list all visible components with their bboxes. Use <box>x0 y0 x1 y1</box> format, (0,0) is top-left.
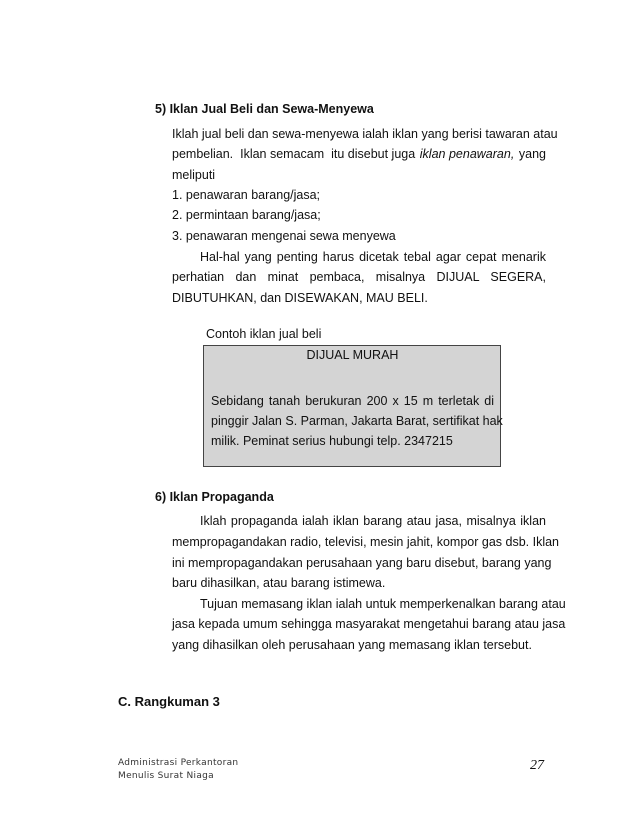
section-6-paragraph-1-line-4: baru dihasilkan, atau barang istimewa. <box>172 576 386 590</box>
section-5-paragraph-2-line-1: Hal-hal yang penting harus dicetak tebal agar cepat menarik <box>200 250 546 264</box>
section-5-heading: 5) Iklan Jual Beli dan Sewa-Menyewa <box>155 102 374 116</box>
italic-term: iklan penawaran, <box>419 147 515 161</box>
section-6-paragraph-2-line-1: Tujuan memasang iklan ialah untuk memperkenalkan barang atau <box>200 597 566 611</box>
footer-line-2: Menulis Surat Niaga <box>118 771 214 781</box>
list-item-1: 1. penawaran barang/jasa; <box>172 188 321 202</box>
section-5-paragraph-1-line-1: Iklah jual beli dan sewa-menyewa ialah iklan yang berisi tawaran atau <box>172 127 558 141</box>
section-6-paragraph-1-line-3: ini mempropagandakan perusahaan yang baru disebut, barang yang <box>172 556 552 570</box>
section-6-paragraph-2-line-2: jasa kepada umum sehingga masyarakat mengetahui barang atau jasa <box>172 617 566 631</box>
page-number: 27 <box>530 758 544 773</box>
list-item-2: 2. permintaan barang/jasa; <box>172 208 321 222</box>
ad-line-2: pinggir Jalan S. Parman, Jakarta Barat, sertifikat hak <box>211 414 503 428</box>
section-5-paragraph-2-line-2: perhatian dan minat pembaca, misalnya DIJUAL SEGERA, <box>172 270 546 284</box>
ad-line-1: Sebidang tanah berukuran 200 x 15 m terletak di <box>211 394 494 408</box>
list-item-3: 3. penawaran mengenai sewa menyewa <box>172 229 396 243</box>
text-run: yang <box>518 147 546 161</box>
example-caption: Contoh iklan jual beli <box>206 327 322 341</box>
ad-example-box <box>203 345 501 467</box>
footer-line-1: Administrasi Perkantoran <box>118 758 239 768</box>
section-6-heading: 6) Iklan Propaganda <box>155 490 274 504</box>
ad-line-3: milik. Peminat serius hubungi telp. 2347215 <box>211 434 453 448</box>
section-5-paragraph-1-line-2 <box>172 146 546 162</box>
text-run: pembelian. Iklan semacam itu disebut juga <box>172 147 416 161</box>
section-5-paragraph-2-line-3: DIBUTUHKAN, dan DISEWAKAN, MAU BELI. <box>172 291 428 305</box>
section-6-paragraph-2-line-3: yang dihasilkan oleh perusahaan yang memasang iklan tersebut. <box>172 638 532 652</box>
section-6-paragraph-1-line-1: Iklah propaganda ialah iklan barang atau jasa, misalnya iklan <box>200 514 546 528</box>
ad-title: DIJUAL MURAH <box>306 348 399 362</box>
section-6-paragraph-1-line-2: mempropagandakan radio, televisi, mesin jahit, kompor gas dsb. Iklan <box>172 535 560 549</box>
section-c-heading: C. Rangkuman 3 <box>118 694 220 709</box>
section-5-paragraph-1-line-3: meliputi <box>172 168 216 182</box>
